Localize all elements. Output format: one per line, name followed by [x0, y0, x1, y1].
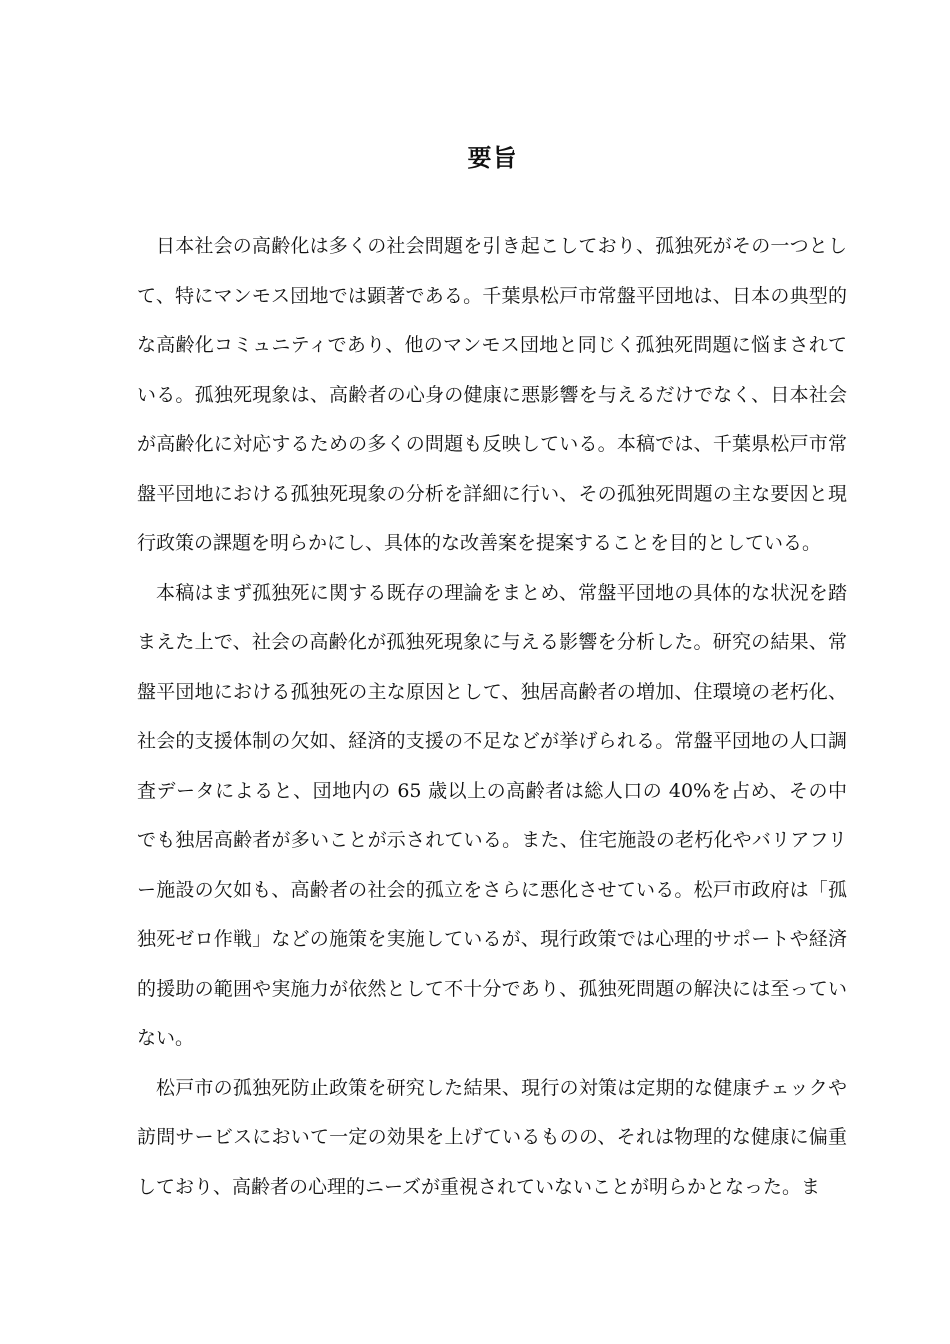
- paragraph-2: 本稿はまず孤独死に関する既存の理論をまとめ、常盤平団地の具体的な状況を踏まえた上で、社会の高齢化が孤独死現象に与える影響を分析した。研究の結果、常盤平団地における孤独死の主な原因として、独居高齢者の増加、住環境の老朽化、社会的支援体制の欠如、経済的支援の不足などが挙げられる。常盤平団地の人口調査データによると、団地内の 65 歳以上の高齢者は総人口の 40%を占め、その中でも独居高齢者が多いことが示されている。また、住宅施設の老朽化やバリアフリー施設の欠如も、高齢者の社会的孤立をさらに悪化させている。松戸市政府は「孤独死ゼロ作戦」などの施策を実施しているが、現行政策では心理的サポートや経済的援助の範囲や実施力が依然として不十分であり、孤独死問題の解決には至っていない。: [137, 581, 847, 1049]
- paragraph-3: 松戸市の孤独死防止政策を研究した結果、現行の対策は定期的な健康チェックや訪問サービスにおいて一定の効果を上げているものの、それは物理的な健康に偏重しており、高齢者の心理的ニーズが重視されていないことが明らかとなった。ま: [137, 1076, 847, 1198]
- paragraph-1: 日本社会の高齢化は多くの社会問題を引き起こしており、孤独死がその一つとして、特にマンモス団地では顕著である。千葉県松戸市常盤平団地は、日本の典型的な高齢化コミュニティであり、他のマンモス団地と同じく孤独死問題に悩まされている。孤独死現象は、高齢者の心身の健康に悪影響を与えるだけでなく、日本社会が高齢化に対応するための多くの問題も反映している。本稿では、千葉県松戸市常盤平団地における孤独死現象の分析を詳細に行い、その孤独死問題の主な要因と現行政策の課題を明らかにし、具体的な改善案を提案することを目的としている。: [137, 235, 847, 554]
- abstract-body: [137, 222, 847, 1212]
- document-title: 要旨: [467, 144, 518, 173]
